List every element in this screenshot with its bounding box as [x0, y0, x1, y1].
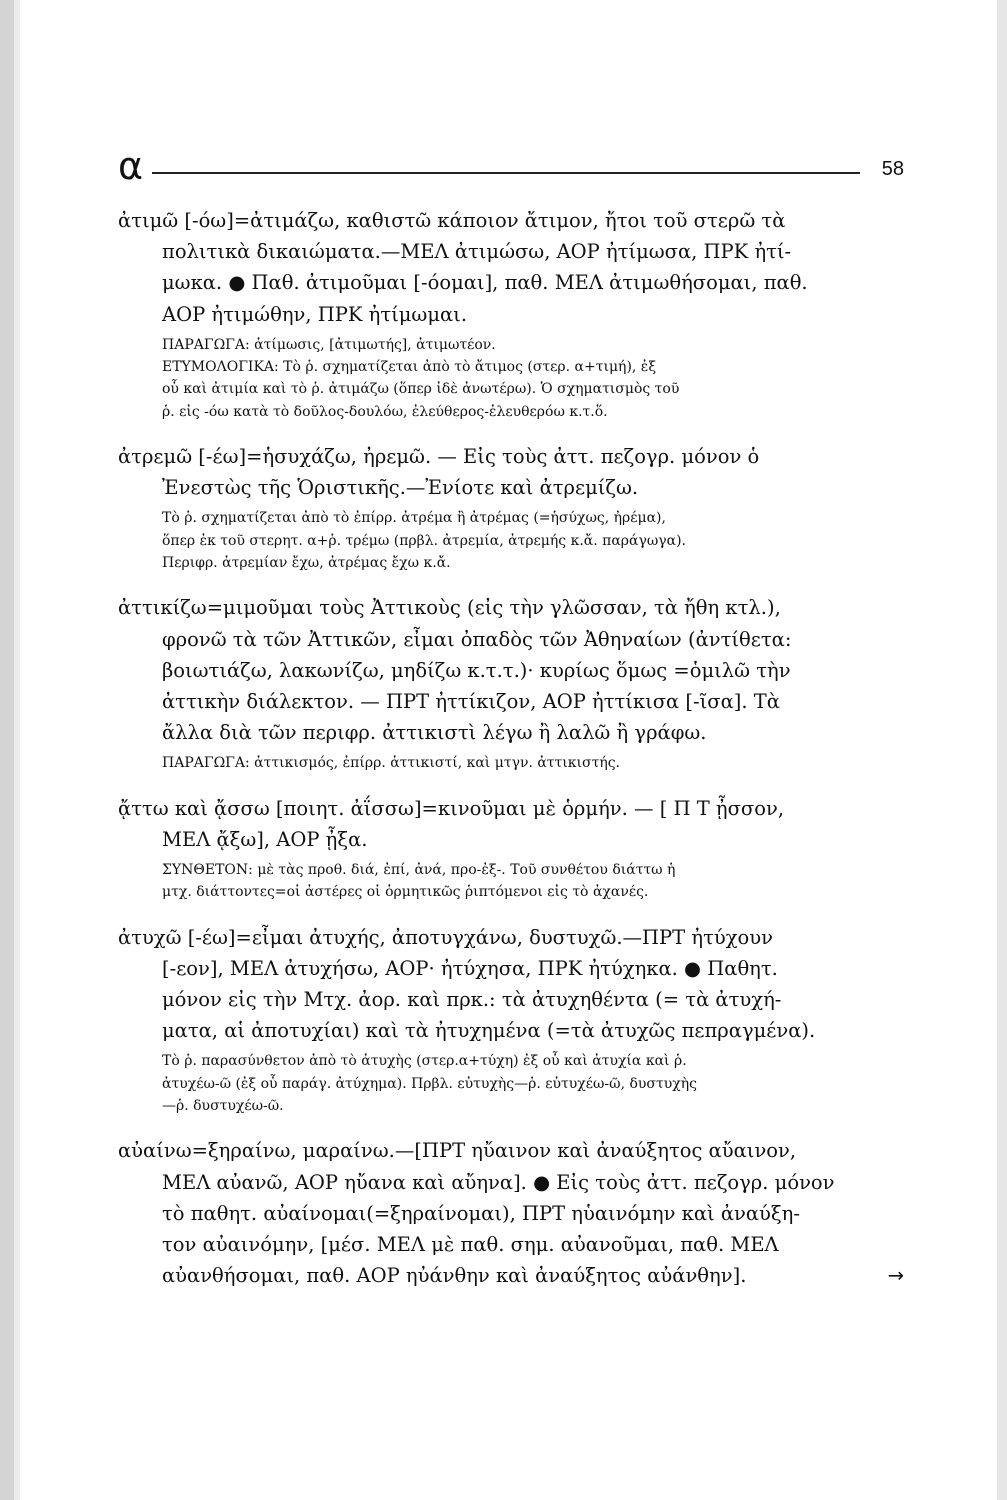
continue-arrow-icon: →: [887, 1264, 904, 1288]
note-line: ΠΑΡΑΓΩΓΑ: ἀτίμωσις, [ἀτιμωτής], ἀτιμωτέον.: [162, 336, 496, 353]
note-line: Τὸ ῥ. σχηματίζεται ἀπὸ τὸ ἐπίρρ. ἀτρέμα ἢ ἀτρέμας (=ἡσύχως, ἠρέμα),: [162, 510, 666, 527]
note-line: Τὸ ῥ. παρασύνθετον ἀπὸ τὸ ἀτυχὴς (στερ.α+τύχη) ἐξ οὗ καὶ ἀτυχία καὶ ῥ.: [162, 1053, 687, 1070]
note-line: ΠΑΡΑΓΩΓΑ: ἀττικισμός, ἐπίρρ. ἀττικιστί, καὶ μτγν. ἀττικιστής.: [162, 755, 621, 772]
dictionary-entry: [118, 205, 904, 423]
left-page-edge: [0, 0, 14, 1500]
note-line: ΕΤΥΜΟΛΟΓΙΚΑ: Τὸ ῥ. σχηματίζεται ἀπὸ τὸ ἄτιμος (στερ. α+τιμή), ἐξ: [162, 359, 657, 376]
entry-line: ΜΕΛ ᾄξω], ΑΟΡ ᾖξα.: [162, 827, 368, 851]
entry-line-text: αὐανθήσομαι, παθ. ΑΟΡ ηὐάνθην καὶ ἀναύξητος αὐάνθην].: [162, 1264, 747, 1288]
entry-line: [-εον], ΜΕΛ ἀτυχήσω, ΑΟΡ· ἠτύχησα, ΠΡΚ ἠτύχηκα. ● Παθητ.: [162, 956, 778, 980]
entry-line: βοιωτιάζω, λακωνίζω, μηδίζω κ.τ.τ.)· κυρίως ὅμως =ὁμιλῶ τὴν: [162, 658, 791, 682]
entry-line: τον αὐαινόμην, [μέσ. ΜΕΛ μὲ παθ. σημ. αὐανοῦμαι, παθ. ΜΕΛ: [162, 1232, 779, 1256]
entry-line: ΜΕΛ αὐανῶ, ΑΟΡ ηὔανα καὶ αὔηνα]. ● Εἰς τοὺς ἀττ. πεζογρ. μόνον: [162, 1170, 835, 1194]
note-line: ἀτυχέω-ῶ (ἐξ οὗ παράγ. ἀτύχημα). Πρβλ. εὐτυχὴς—ῥ. εὐτυχέω-ῶ, δυστυχὴς: [162, 1075, 697, 1092]
dictionary-entry: [118, 1135, 904, 1291]
entry-line: μωκα. ● Παθ. ἀτιμοῦμαι [-όομαι], παθ. ΜΕΛ ἀτιμωθήσομαι, παθ.: [162, 271, 808, 295]
note-line: —ῥ. δυστυχέω-ῶ.: [162, 1098, 284, 1115]
entry-line: τὸ παθητ. αὐαίνομαι(=ξηραίνομαι), ΠΡΤ ηὑαινόμην καὶ ἀναύξη-: [162, 1201, 800, 1225]
dictionary-entry: [118, 592, 904, 774]
note-line: ὅπερ ἐκ τοῦ στερητ. α+ῥ. τρέμω (πρβλ. ἀτρεμία, ἀτρεμής κ.ἄ. παράγωγα).: [162, 532, 686, 549]
entry-line: ἀττικίζω=μιμοῦμαι τοὺς Ἀττικοὺς (εἰς τὴν γλῶσσαν, τὰ ἤθη κτλ.),: [118, 596, 781, 620]
left-page-shadow: [14, 0, 20, 1500]
entry-line: ἀτρεμῶ [-έω]=ἡσυχάζω, ἠρεμῶ. — Εἰς τοὺς ἀττ. πεζογρ. μόνον ὁ: [118, 445, 760, 468]
entry-line: [118, 1260, 904, 1291]
dictionary-entry: [118, 922, 904, 1118]
page-header: [118, 144, 904, 190]
entry-line: Ἐνεστὼς τῆς Ὁριστικῆς.—Ἐνίοτε καὶ ἀτρεμίζω.: [162, 476, 639, 500]
entry-line: ἄλλα διὰ τῶν περιφρ. ἀττικιστὶ λέγω ἢ λαλῶ ἢ γράφω.: [162, 721, 707, 745]
entry-line: ἀτυχῶ [-έω]=εἶμαι ἀτυχής, ἀποτυγχάνω, δυστυχῶ.—ΠΡΤ ἠτύχουν: [118, 925, 773, 949]
section-letter: α: [118, 144, 144, 188]
entry-line: πολιτικὰ δικαιώματα.—ΜΕΛ ἀτιμώσω, ΑΟΡ ἠτίμωσα, ΠΡΚ ἠτί-: [162, 240, 792, 264]
entry-line: αὐαίνω=ξηραίνω, μαραίνω.—[ΠΡΤ ηὔαινον καὶ ἀναύξητος αὔαινον,: [118, 1139, 797, 1163]
entry-line: ἀττικὴν διάλεκτον. — ΠΡΤ ἠττίκιζον, ΑΟΡ ἠττίκισα [-ῖσα]. Τὰ: [162, 689, 780, 713]
dictionary-entry: [118, 793, 904, 904]
entry-line: ἀτιμῶ [-όω]=ἀτιμάζω, καθιστῶ κάποιον ἄτιμον, ἤτοι τοῦ στερῶ τὰ: [118, 209, 786, 232]
entry-line: μόνον εἰς τὴν Μτχ. ἀορ. καὶ πρκ.: τὰ ἀτυχηθέντα (= τὰ ἀτυχή-: [162, 988, 782, 1012]
entry-line: ΑΟΡ ἠτιμώθην, ΠΡΚ ἠτίμωμαι.: [162, 302, 468, 326]
header-rule: [152, 172, 860, 174]
right-page-edge: [997, 0, 1007, 1500]
note-line: Περιφρ. ἀτρεμίαν ἔχω, ἀτρέμας ἔχω κ.ἄ.: [162, 555, 451, 571]
entry-line: ᾄττω καὶ ᾄσσω [ποιητ. ἀΐσσω]=κινοῦμαι μὲ ὁρμήν. — [ Π Τ ᾖσσον,: [118, 796, 785, 820]
entry-line: φρονῶ τὰ τῶν Ἀττικῶν, εἶμαι ὀπαδὸς τῶν Ἀθηναίων (ἀντίθετα:: [162, 627, 792, 651]
note-line: ΣΥΝΘΕΤΟΝ: μὲ τὰς προθ. διά, ἐπί, ἀνά, προ-ἐξ-. Τοῦ συνθέτου διάττω ἡ: [162, 862, 676, 879]
page-number: 58: [881, 158, 904, 180]
note-line: ῥ. εἰς -όω κατὰ τὸ δοῦλος-δουλόω, ἐλεύθερος-ἐλευθερόω κ.τ.ὅ.: [162, 403, 608, 420]
dictionary-body: [118, 205, 904, 1309]
entry-line: ματα, αἱ ἀποτυχίαι) καὶ τὰ ἠτυχημένα (=τὰ ἀτυχῶς πεπραγμένα).: [162, 1019, 816, 1043]
note-line: οὗ καὶ ἀτιμία καὶ τὸ ῥ. ἀτιμάζω (ὅπερ ἰδὲ ἀνωτέρω). Ὁ σχηματισμὸς τοῦ: [162, 381, 680, 398]
dictionary-entry: [118, 441, 904, 574]
note-line: μτχ. διάττοντες=οἱ ἀστέρες οἱ ὁρμητικῶς ῥιπτόμενοι εἰς τὸ ἀχανές.: [162, 884, 649, 901]
